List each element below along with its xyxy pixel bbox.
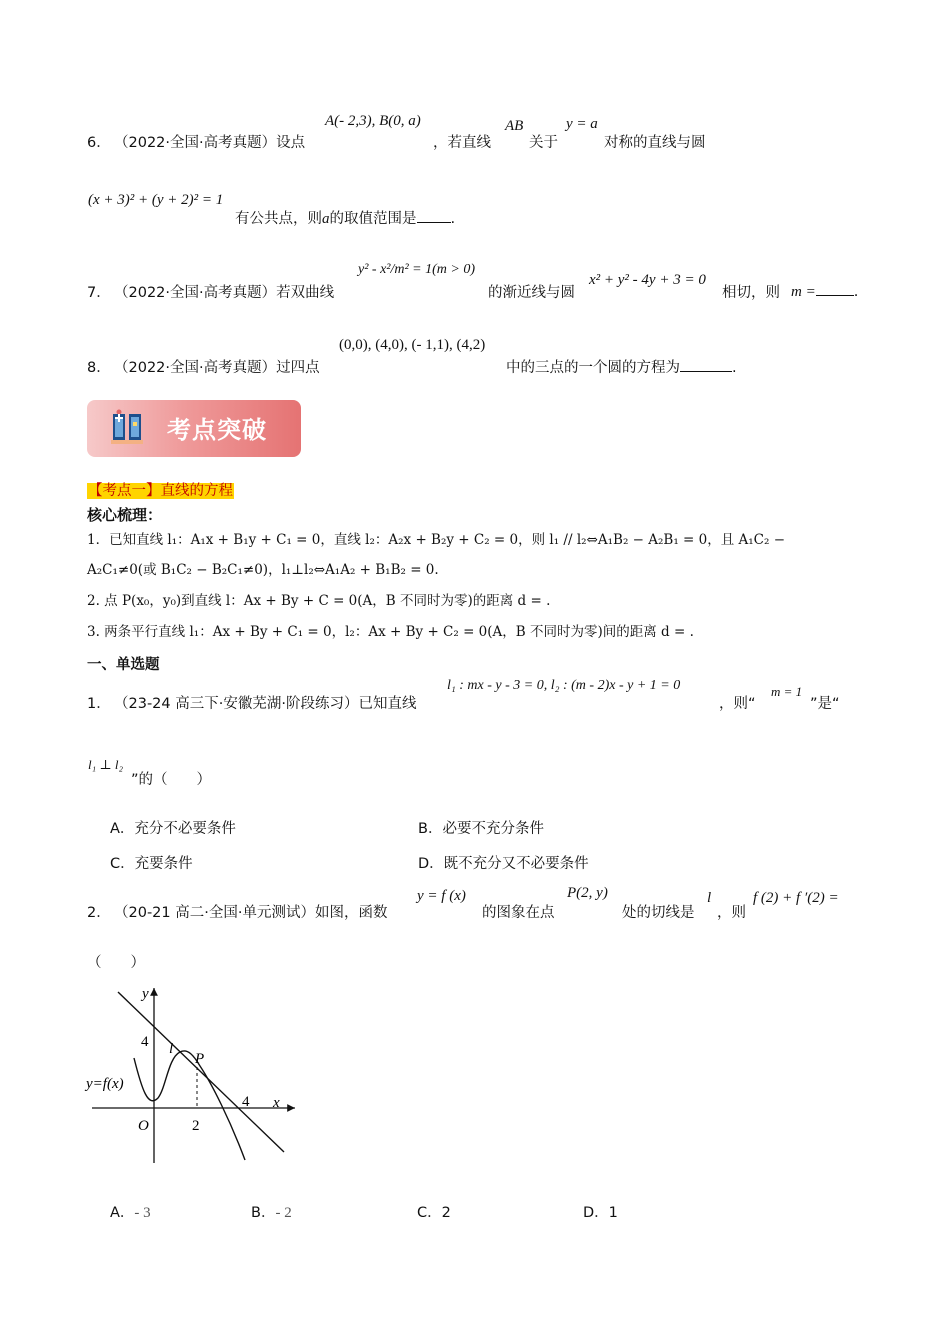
q6-line2-text-b: 的取值范围是 [329,211,417,227]
q7-text-2: 相切，则 [722,285,780,301]
core-point-3: 3. 两条平行直线 l₁：Ax + By + C₁ = 0，l₂：Ax + By + C₂ = 0(A，B 不同时为零)间的距离 d = . [87,624,694,640]
p1-option-d[interactable] [418,852,589,873]
p1-text-1: ，则“ [719,696,756,712]
q7-text-1: 的渐近线与圆 [488,285,575,301]
p1-source: （23-24 高三下·安徽芜湖·阶段练习）已知直线 [114,696,417,712]
q6-line2 [235,207,455,228]
q7-m: m = [791,284,816,300]
p2-option-c-text: 2 [441,1205,451,1221]
q8-points: (0,0), (4,0), (- 1,1), (4,2) [339,337,486,353]
section-banner [87,400,301,457]
q6-end: . [450,211,456,227]
q6-source: （2022·全国·高考真题）设点 [114,135,306,151]
p2-text-3: ，则 [717,905,746,921]
q8-number: 8． [87,360,111,376]
p1-option-c-key: C． [110,856,135,872]
p2-option-d[interactable] [583,1201,618,1222]
p1-text-2: ”是“ [810,696,840,712]
fig-x-label: x [273,1095,280,1111]
p2-func: y = f (x) [417,888,466,904]
p1-option-b-text: 必要不充分条件 [442,821,544,837]
core-point-1b: A₂C₁≠0(或 B₁C₂ − B₂C₁≠0)，l₁⊥l₂⇔A₁A₂ + B₁B₂ = 0. [87,562,439,578]
q6-var-a: a [322,211,330,227]
q8-end: . [732,360,737,376]
fig-curve-label: y=f(x) [86,1076,124,1092]
p2-text-2: 处的切线是 [622,905,695,921]
core-point-1a: 1．已知直线 l₁：A₁x + B₁y + C₁ = 0，直线 l₂：A₂x + B₂y + C₂ = 0，则 l₁ // l₂⇔A₁B₂ − A₂B₁ = 0，且 A₁C₂ − [87,532,786,548]
topic-label-wrap [87,479,234,500]
p1-option-b[interactable] [418,817,544,838]
p2-option-a[interactable] [110,1201,151,1222]
core-point-2: 2. 点 P(x₀，y₀)到直线 l：Ax + By + C = 0(A，B 不同时为零)的距离 d = . [87,593,551,609]
p1-option-c[interactable] [110,852,193,873]
section-title: 一、单选题 [87,657,160,673]
q8-text: 中的三点的一个圆的方程为 [506,360,680,376]
topic-label: 【考点一】直线的方程 [88,483,233,499]
p1-option-b-key: B． [418,821,443,837]
p2-paren: （ ） [87,955,145,971]
q7-end: . [853,284,859,300]
q8-answer-blank[interactable] [680,357,732,372]
p2-text-1: 的图象在点 [482,905,555,921]
fig-tick-y4: 4 [141,1034,149,1050]
p2-option-d-key: D． [583,1205,609,1221]
p2-option-a-key: A． [110,1205,135,1221]
core-heading: 核心梳理： [87,506,163,524]
fig-line-label: l [169,1041,174,1057]
p2-number: 2． [87,905,111,921]
q7-answer-blank[interactable] [816,281,854,296]
q7-answer [791,281,858,301]
q6-number: 6． [87,135,111,151]
p1-option-a[interactable] [110,817,236,838]
p1-option-d-key: D． [418,856,444,872]
fig-origin: O [138,1118,149,1134]
fig-tick-x2: 2 [192,1118,200,1134]
function-curve [134,1051,245,1160]
fig-point-label: P [195,1051,205,1067]
q6-answer-blank[interactable] [417,208,451,223]
p2-option-b[interactable] [251,1201,292,1222]
p2-option-b-key: B． [251,1205,276,1221]
q7-number: 7． [87,285,111,301]
fig-y-label: y [142,986,149,1002]
p1-option-d-text: 既不充分又不必要条件 [443,856,589,872]
q7-hyperbola: y² - x²/m² = 1(m > 0) [358,262,476,277]
p1-text-3: ”的（ ） [131,772,212,788]
p2-option-a-text: - 3 [134,1205,151,1221]
book-icon [109,408,145,448]
q6-line2-text: 有公共点，则 [235,211,322,227]
p1-option-c-text: 充要条件 [134,856,193,872]
q6-text-1: ，若直线 [433,135,491,151]
fig-tick-x4: 4 [242,1094,250,1110]
p2-l: l [707,890,712,906]
p2-source: （20-21 高二·全国·单元测试）如图，函数 [114,905,388,921]
p1-condition: m = 1 [771,684,803,699]
p2-option-d-text: 1 [608,1205,618,1221]
p2-expr: f (2) + f ′(2) = [753,890,839,906]
q7-source: （2022·全国·高考真题）若双曲线 [114,285,335,301]
q6-ab: AB [505,118,524,134]
p2-option-b-text: - 2 [275,1205,292,1221]
q6-ya: y = a [566,116,598,132]
p2-point: P(2, y) [567,885,608,901]
q7-circle: x² + y² - 4y + 3 = 0 [589,272,706,288]
p2-option-c-key: C． [417,1205,442,1221]
q6-points: A(- 2,3), B(0, a) [325,113,421,129]
p1-option-a-text: 充分不必要条件 [134,821,236,837]
p2-figure [80,980,310,1170]
q8-line [506,356,737,377]
p1-number: 1． [87,696,111,712]
q8-source: （2022·全国·高考真题）过四点 [114,360,320,376]
banner-title: 考点突破 [167,416,267,444]
p1-lines: l₁ : mx - y - 3 = 0, l₂ : (m - 2)x - y + 1 = 0 [447,678,681,693]
q6-text-2: 关于 [529,135,558,151]
p2-option-c[interactable] [417,1201,451,1222]
p1-perp: l₁ ⊥ l₂ [88,757,123,772]
p1-option-a-key: A． [110,821,135,837]
q6-circle: (x + 3)² + (y + 2)² = 1 [88,192,224,208]
q6-text-3: 对称的直线与圆 [604,135,706,151]
